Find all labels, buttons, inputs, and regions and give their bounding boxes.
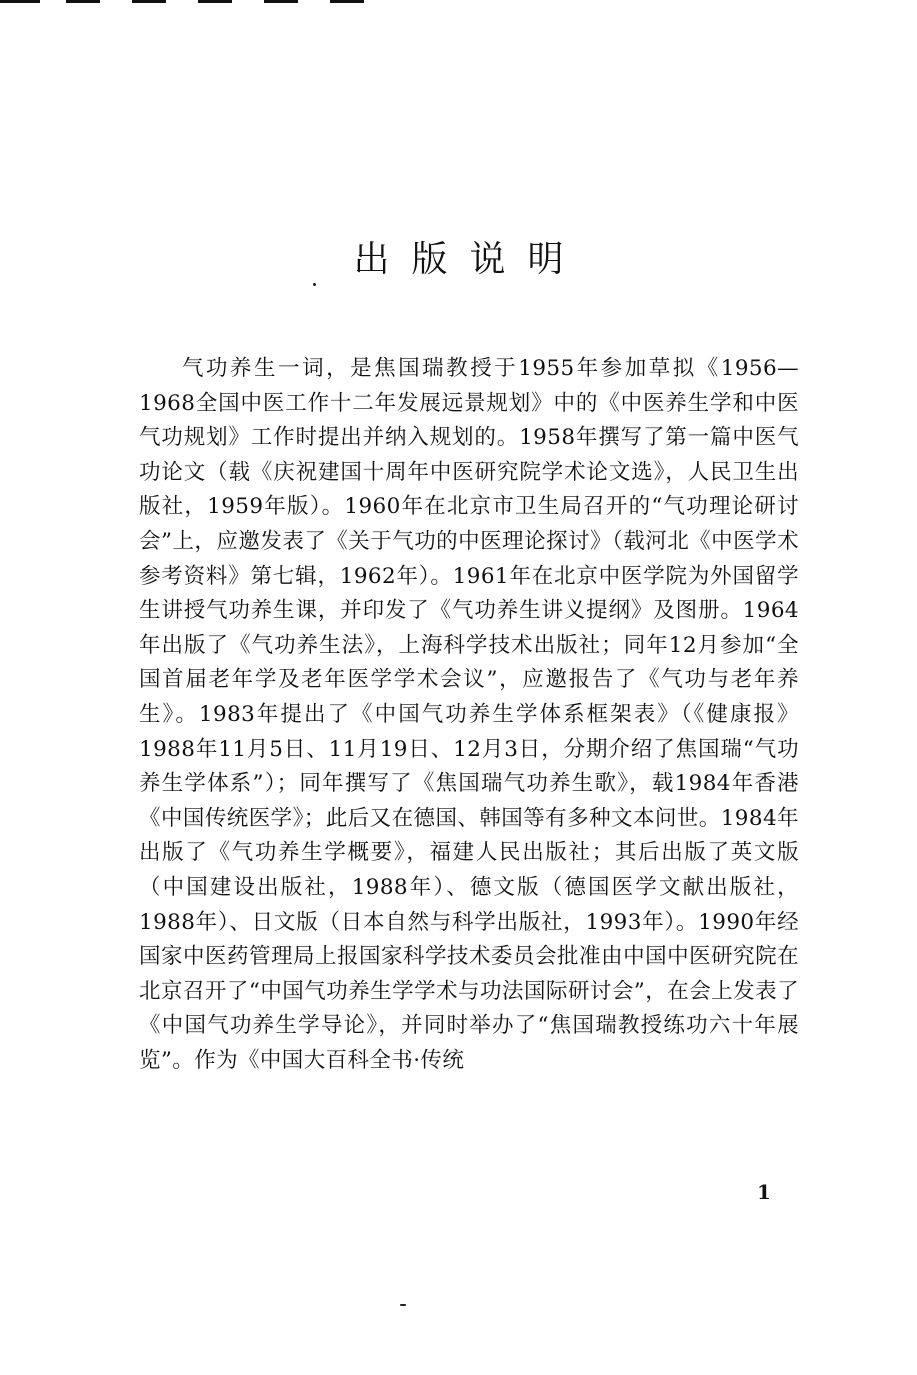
- top-rule-4: [198, 0, 232, 3]
- scan-speck: [313, 283, 316, 286]
- top-rule-3: [132, 0, 166, 3]
- scan-speck-bottom: [400, 1304, 406, 1306]
- page-title: 出版说明: [353, 239, 586, 280]
- top-rule-1: [0, 0, 40, 3]
- top-rule-5: [264, 0, 298, 3]
- page-number: 1: [757, 1180, 771, 1204]
- top-rule-2: [66, 0, 100, 3]
- body-paragraph: 气功养生一词，是焦国瑞教授于1955年参加草拟《1956—1968全国中医工作十二年发展远景规划》中的《中医养生学和中医气功规划》工作时提出并纳入规划的。1958年撰写了第一篇中医气功论文（载《庆祝建国十周年中医研究院学术论文选》，人民卫生出版社，1959年版）。1960年在北京市卫生局召开的“气功理论研讨会”上，应邀发表了《关于气功的中医理论探讨》（载河北《中医学术参考资料》第七辑，1962年）。1961年在北京中医学院为外国留学生讲授气功养生课，并印发了《气功养生讲义提纲》及图册。1964年出版了《气功养生法》，上海科学技术出版社；同年12月参加“全国首届老年学及老年医学学术会议”，应邀报告了《气功与老年养生》。1983年提出了《中国气功养生学体系框架表》（《健康报》1988年11月5日、11月19日、12月3日，分期介绍了焦国瑞“气功养生学体系”）；同年撰写了《焦国瑞气功养生歌》，载1984年香港《中国传统医学》；此后又在德国、韩国等有多种文本问世。1984年出版了《气功养生学概要》，福建人民出版社；其后出版了英文版（中国建设出版社，1988年）、德文版（德国医学文献出版社，1988年）、日文版（日本自然与科学出版社，1993年）。1990年经国家中医药管理局上报国家科学技术委员会批准由中国中医研究院在北京召开了“中国气功养生学学术与功法国际研讨会”，在会上发表了《中国气功养生学导论》，并同时举办了“焦国瑞教授练功六十年展览”。作为《中国大百科全书·传统: [139, 356, 799, 1073]
- top-rule-6: [330, 0, 364, 3]
